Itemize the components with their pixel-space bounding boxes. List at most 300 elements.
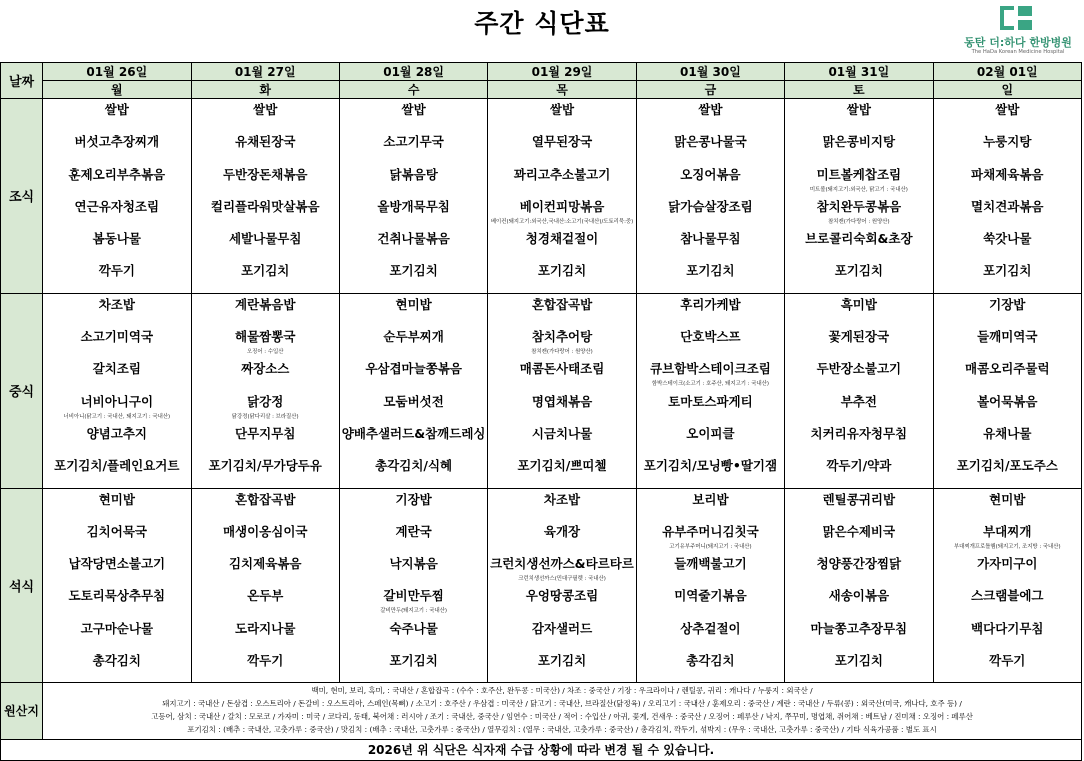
menu-item-name: 파채제육볶음 [971, 166, 1044, 182]
menu-item [637, 326, 784, 358]
menu-item [43, 650, 190, 682]
menu-item-name: 참나물무침 [680, 231, 741, 247]
menu-item-name: 누룽지탕 [983, 134, 1032, 150]
menu-item-name: 납작당면소불고기 [68, 556, 166, 572]
menu-item [934, 391, 1081, 423]
weekday-row [1, 81, 1082, 99]
menu-item-name: 참치추어탕 [531, 329, 593, 345]
weekday-cell: 토 [785, 81, 933, 99]
meal-row [1, 293, 1082, 488]
menu-item-name: 컬리플라워맛살볶음 [210, 198, 320, 214]
menu-item-name: 계란국 [395, 523, 432, 539]
origin-line: 돼지고기 : 국내산 / 돈삼겹 : 오스트리아 / 돈갈비 : 오스트리아, 스페인(목뼈) / 소고기 : 호주산 / 우삼겹 : 미국산 / 닭고기 : 국내산, 브라질산(닭정육) / 오리고기 : 국내산 / 훈제오리 : 중국산 / 계란 : 국내산 / 두류(콩) : 외국산(미국, 캐나다, 호주 등) / [162, 699, 962, 709]
menu-item-name: 모둠버섯전 [383, 393, 444, 409]
menu-item-name: 단무지무침 [235, 425, 296, 441]
menu-item-name: 토마토스파게티 [668, 393, 753, 409]
menu-item-name: 흑미밥 [840, 296, 877, 312]
weekday-cell: 목 [488, 81, 636, 99]
menu-item [340, 521, 487, 553]
menu-cell [636, 488, 784, 683]
menu-item-name: 숙주나물 [389, 620, 438, 636]
origin-note: 닭강정(닭다리살 : 브라질산) [231, 413, 299, 420]
menu-cell [191, 488, 339, 683]
menu-item-name: 포기김치 [834, 653, 883, 669]
menu-item-name: 오이피클 [686, 425, 735, 441]
menu-item [192, 228, 339, 260]
date-row [1, 63, 1082, 81]
menu-item-name: 기장밥 [989, 296, 1026, 312]
menu-item [192, 521, 339, 553]
menu-item [488, 650, 635, 682]
menu-item [488, 260, 635, 292]
menu-item [934, 326, 1081, 358]
menu-item [192, 260, 339, 292]
menu-item-name: 닭가슴살장조림 [668, 198, 753, 214]
weekday-cell: 화 [191, 81, 339, 99]
menu-item-name: 총각김치 [92, 653, 141, 669]
menu-cell [191, 99, 339, 294]
menu-item-name: 세발나물무침 [228, 231, 302, 247]
menu-cell [191, 293, 339, 488]
menu-item-name: 포기김치 [537, 653, 587, 669]
meal-label: 중식 [1, 293, 43, 488]
menu-item [488, 99, 635, 131]
menu-item [637, 553, 784, 585]
menu-item-name: 유부주머니김칫국 [662, 523, 759, 539]
menu-item-name: 매생이옹심이국 [222, 523, 308, 539]
menu-item [43, 455, 190, 487]
menu-item-name: 포기김치 [834, 263, 883, 279]
origin-note: 베이컨(돼지고기:외국산,국내산:소고기(국내산)/도토리묵:중) [490, 218, 634, 225]
menu-item-name: 연근유자청조림 [74, 198, 160, 214]
menu-item [637, 423, 784, 455]
menu-item-name: 포기김치 [686, 263, 735, 279]
menu-item [192, 99, 339, 131]
menu-cell [636, 99, 784, 294]
menu-item-name: 짜장소스 [241, 361, 290, 377]
origin-line: 고등어, 삼치 : 국내산 / 갈치 : 모로코 / 가자미 : 미국 / 코다리, 동태, 북어채 : 러시아 / 조기 : 국내산, 중국산 / 임연수 : 미국산 / 적어 : 수입산 / 아귀, 꽃게, 건새우 : 중국산 / 오징어 : 페루산 / 낙지, 쭈꾸미, 명엽채, 쥐어채 : 베트남 / 진미채 : 오징어 : 페루산 [151, 711, 973, 721]
menu-item [43, 391, 190, 423]
menu-item-name: 감자샐러드 [531, 620, 593, 636]
menu-item [192, 585, 339, 617]
menu-item-name: 양념고추지 [86, 425, 147, 441]
menu-item-name: 보리밥 [692, 491, 729, 507]
menu-item [785, 585, 932, 617]
menu-item-name: 쌀밥 [253, 102, 278, 117]
menu-item-name: 꽈리고추소불고기 [513, 166, 611, 182]
menu-item-name: 들깨백불고기 [674, 556, 747, 572]
menu-item [488, 585, 635, 617]
menu-item-name: 단호박스프 [680, 329, 741, 345]
menu-item-name: 맑은수제비국 [822, 523, 896, 539]
menu-item [637, 650, 784, 682]
menu-item [785, 489, 932, 521]
menu-item-name: 멸치견과볶음 [971, 198, 1044, 214]
menu-item [43, 99, 190, 131]
menu-item-name: 총각김치 [686, 653, 735, 669]
origin-note: 함박스테이크(소고기 : 호주산, 돼지고기 : 국내산) [651, 381, 769, 388]
menu-item [785, 228, 932, 260]
menu-item [785, 391, 932, 423]
hospital-logo-icon [1000, 6, 1034, 30]
menu-item [488, 294, 635, 326]
menu-item [340, 585, 487, 617]
menu-item [43, 164, 190, 196]
menu-item [340, 391, 487, 423]
menu-cell [43, 488, 191, 683]
menu-item [488, 618, 635, 650]
menu-item-name: 포기김치 [241, 263, 290, 279]
menu-item [637, 196, 784, 228]
menu-item-name: 큐브함박스테이크조림 [650, 361, 771, 377]
menu-cell [43, 99, 191, 294]
menu-cell [933, 293, 1081, 488]
menu-cell [339, 293, 487, 488]
origin-note: 고기유부주머니(돼지고기 : 국내산) [669, 543, 752, 550]
menu-item [43, 423, 190, 455]
menu-item-name: 쑥갓나물 [983, 231, 1032, 247]
menu-item [934, 164, 1081, 196]
menu-item [43, 131, 190, 163]
menu-item [637, 618, 784, 650]
menu-item-name: 스크램블에그 [971, 588, 1044, 604]
menu-item-name: 쌀밥 [995, 102, 1020, 117]
menu-item [934, 553, 1081, 585]
menu-item [785, 618, 932, 650]
menu-item [340, 260, 487, 292]
meal-row [1, 488, 1082, 683]
page-title: 주간 식단표 [474, 9, 610, 38]
menu-item-name: 김치어묵국 [86, 523, 147, 539]
menu-item-name: 낙지볶음 [389, 556, 438, 572]
menu-item [192, 131, 339, 163]
date-label: 날짜 [1, 63, 43, 99]
menu-item-name: 깍두기/약과 [826, 458, 892, 474]
menu-item [637, 228, 784, 260]
menu-item [192, 618, 339, 650]
menu-item-name: 현미밥 [98, 491, 135, 507]
menu-item [340, 196, 487, 228]
menu-item-name: 포기김치/모닝빵•딸기잼 [643, 458, 778, 474]
menu-item [785, 521, 932, 553]
menu-item [785, 553, 932, 585]
menu-item [340, 164, 487, 196]
menu-item-name: 포기김치/쁘띠첼 [517, 458, 607, 474]
menu-item-name: 마늘쫑고추장무침 [810, 620, 908, 636]
menu-item [637, 391, 784, 423]
menu-item-name: 매콤돈사태조림 [519, 361, 605, 377]
menu-item [785, 326, 932, 358]
menu-item-name: 유채나물 [983, 425, 1032, 441]
menu-item [43, 326, 190, 358]
menu-item-name: 미트볼케찹조림 [816, 166, 902, 182]
date-cell: 01월 28일 [339, 63, 487, 81]
menu-item [488, 455, 635, 487]
menu-item [934, 131, 1081, 163]
date-cell: 01월 30일 [636, 63, 784, 81]
menu-item [785, 455, 932, 487]
menu-item [637, 164, 784, 196]
menu-item-name: 버섯고추장찌개 [74, 134, 160, 150]
menu-item [934, 228, 1081, 260]
menu-item-name: 미역줄기볶음 [674, 588, 747, 604]
menu-item [340, 326, 487, 358]
menu-item-name: 청경채겉절이 [525, 231, 599, 247]
menu-item [637, 455, 784, 487]
origin-note: 미트볼(돼지고기:외국산, 닭고기 : 국내산) [809, 186, 908, 193]
origin-note: 갈비만두(돼지고기 : 국내산) [380, 608, 447, 615]
menu-item-name: 해물짬뽕국 [235, 329, 296, 345]
origin-note: 크런치생선까스(민대구필렛 : 국내산) [518, 576, 606, 583]
menu-item [637, 358, 784, 390]
menu-item [637, 585, 784, 617]
menu-item [934, 358, 1081, 390]
menu-item-name: 크런치생선까스&타르타르 [490, 556, 634, 572]
menu-item [785, 164, 932, 196]
menu-cell [785, 99, 933, 294]
menu-item [934, 196, 1081, 228]
menu-item-name: 육개장 [543, 523, 581, 539]
menu-item [340, 131, 487, 163]
menu-item-name: 양배추샐러드&참깨드레싱 [341, 425, 486, 441]
menu-item-name: 볼어묵볶음 [977, 393, 1038, 409]
menu-item [637, 260, 784, 292]
menu-item [934, 489, 1081, 521]
menu-cell [43, 293, 191, 488]
menu-item [785, 196, 932, 228]
menu-item [340, 618, 487, 650]
origin-note: 참치캔(가다랑어 : 원양산) [828, 218, 890, 225]
menu-item [637, 489, 784, 521]
menu-item-name: 소고기미역국 [80, 329, 154, 345]
menu-item-name: 오징어볶음 [680, 166, 741, 182]
menu-item-name: 계란볶음밥 [235, 296, 296, 312]
menu-item-name: 포기김치 [983, 263, 1032, 279]
menu-item-name: 깍두기 [98, 263, 135, 279]
menu-item-name: 쌀밥 [846, 102, 871, 117]
menu-item-name: 유채된장국 [235, 134, 296, 150]
menu-item [43, 618, 190, 650]
menu-item-name: 닭볶음탕 [389, 166, 438, 182]
menu-item-name: 기장밥 [395, 491, 432, 507]
menu-item [340, 553, 487, 585]
date-cell: 01월 31일 [785, 63, 933, 81]
origin-row [1, 683, 1082, 739]
menu-item [785, 423, 932, 455]
menu-item-name: 부대찌개 [983, 523, 1032, 539]
menu-item-name: 현미밥 [989, 491, 1026, 507]
origin-label: 원산지 [1, 683, 43, 739]
menu-item [934, 423, 1081, 455]
origin-text [43, 683, 1082, 739]
menu-item [934, 455, 1081, 487]
menu-item-name: 차조밥 [98, 296, 135, 312]
menu-item-name: 쌀밥 [104, 102, 129, 117]
menu-item-name: 닭강정 [247, 393, 284, 409]
meal-row [1, 99, 1082, 294]
menu-item [488, 228, 635, 260]
menu-item [488, 489, 635, 521]
menu-item-name: 훈제오리부추볶음 [68, 166, 166, 182]
menu-item-name: 쌀밥 [401, 102, 426, 117]
menu-item-name: 고구마순나물 [80, 620, 154, 636]
date-cell: 01월 29일 [488, 63, 636, 81]
menu-item [192, 455, 339, 487]
menu-item [43, 228, 190, 260]
menu-item-name: 혼합잡곡밥 [531, 296, 593, 312]
menu-item [43, 294, 190, 326]
menu-item-name: 갈비만두찜 [383, 588, 444, 604]
menu-item-name: 포기김치/무가당두유 [208, 458, 322, 474]
menu-cell [488, 99, 636, 294]
menu-item [488, 553, 635, 585]
menu-item-name: 치커리유자청무침 [810, 425, 908, 441]
menu-item-name: 봄동나물 [92, 231, 141, 247]
menu-cell [488, 293, 636, 488]
menu-item [488, 326, 635, 358]
menu-item [43, 585, 190, 617]
menu-item-name: 열무된장국 [531, 134, 593, 150]
menu-item [192, 489, 339, 521]
menu-cell [636, 293, 784, 488]
menu-item-name: 갈치조림 [92, 361, 141, 377]
menu-item-name: 깍두기 [247, 653, 284, 669]
origin-line: 백미, 현미, 보리, 흑미, : 국내산 / 혼합잡곡 : (수수 : 호주산, 완두콩 : 미국산) / 차조 : 중국산 / 기장 : 우크라이나 / 렌틸콩, 귀리 : 캐나다 / 누룽지 : 외국산 / [311, 686, 813, 696]
menu-item [785, 650, 932, 682]
menu-item [43, 260, 190, 292]
menu-item [340, 455, 487, 487]
menu-item-name: 차조밥 [543, 491, 581, 507]
date-cell: 02월 01일 [933, 63, 1081, 81]
menu-item [340, 358, 487, 390]
weekday-cell: 수 [339, 81, 487, 99]
footer-row [1, 739, 1082, 760]
menu-item [192, 164, 339, 196]
menu-item-name: 새송이볶음 [828, 588, 890, 604]
menu-item [43, 553, 190, 585]
weekday-cell: 금 [636, 81, 784, 99]
menu-item-name: 포기김치 [389, 653, 438, 669]
menu-item [637, 294, 784, 326]
menu-item [637, 131, 784, 163]
menu-item-name: 브로콜리숙회&초장 [805, 231, 913, 247]
meal-label: 조식 [1, 99, 43, 294]
menu-item [340, 423, 487, 455]
menu-item [43, 521, 190, 553]
weekday-cell: 월 [43, 81, 191, 99]
menu-item-name: 쌀밥 [698, 102, 723, 117]
menu-item-name: 총각김치/식혜 [375, 458, 453, 474]
menu-item-name: 쌀밥 [549, 102, 575, 117]
menu-item-name: 현미밥 [395, 296, 432, 312]
menu-item [785, 99, 932, 131]
menu-item [488, 164, 635, 196]
menu-item [785, 358, 932, 390]
date-cell: 01월 27일 [191, 63, 339, 81]
menu-item [637, 99, 784, 131]
menu-item-name: 우엉땅콩조림 [525, 588, 599, 604]
menu-item-name: 순두부찌개 [383, 329, 444, 345]
menu-cell [488, 488, 636, 683]
menu-item [488, 423, 635, 455]
menu-item [340, 294, 487, 326]
footer-notice: 2026년 위 식단은 식자재 수급 상황에 따라 변경 될 수 있습니다. [1, 739, 1082, 760]
menu-item-name: 베이컨피망볶음 [519, 198, 605, 214]
menu-item [340, 650, 487, 682]
menu-item [488, 391, 635, 423]
menu-item [785, 294, 932, 326]
menu-item [192, 391, 339, 423]
menu-item-name: 포기김치 [389, 263, 438, 279]
menu-item-name: 깍두기 [989, 653, 1026, 669]
menu-item [43, 489, 190, 521]
menu-item [192, 358, 339, 390]
menu-item [934, 585, 1081, 617]
menu-item-name: 두반장돈채볶음 [222, 166, 308, 182]
menu-item [934, 294, 1081, 326]
menu-cell [933, 99, 1081, 294]
menu-item-name: 부추전 [840, 393, 877, 409]
menu-item-name: 포기김치/플레인요거트 [54, 458, 180, 474]
menu-item-name: 온두부 [247, 588, 284, 604]
menu-item [488, 358, 635, 390]
menu-item-name: 들깨미역국 [977, 329, 1038, 345]
menu-item-name: 백다다기무침 [971, 620, 1044, 636]
menu-item [192, 553, 339, 585]
menu-item-name: 건취나물볶음 [377, 231, 450, 247]
menu-item [192, 423, 339, 455]
menu-item-name: 김치제육볶음 [228, 556, 302, 572]
menu-item [637, 521, 784, 553]
menu-cell [339, 99, 487, 294]
origin-note: 부대찌개프로틀햄(돼지고기, 조지방 : 국내산) [953, 543, 1061, 550]
weekly-menu-table [0, 62, 1082, 761]
origin-note: 참치캔(가다랑어 : 원양산) [531, 349, 593, 356]
origin-line: 포기김치 : (배추 : 국내산, 고춧가루 : 중국산) / 맛김치 : (배추 : 국내산, 고춧가루 : 중국산) / 열무김치 : (열무 : 국내산, 고춧가루 : 중국산) / 총각김치, 깍두기, 섞박지 : (무우 : 국내산, 고춧가루 : 중국산) / 기타 식육가공품 : 별도 표시 [187, 724, 937, 734]
menu-item-name: 상추겉절이 [680, 620, 741, 636]
menu-item-name: 포기김치/포도주스 [956, 458, 1058, 474]
menu-item-name: 청양풍간장찜닭 [816, 556, 902, 572]
menu-item-name: 혼합잡곡밥 [235, 491, 296, 507]
menu-item [192, 294, 339, 326]
menu-item [43, 196, 190, 228]
menu-item-name: 가자미구이 [977, 556, 1038, 572]
menu-item-name: 렌틸콩귀리밥 [822, 491, 896, 507]
menu-item [340, 228, 487, 260]
date-cell: 01월 26일 [43, 63, 191, 81]
menu-item-name: 명엽채볶음 [531, 393, 593, 409]
menu-cell [785, 293, 933, 488]
menu-item [192, 650, 339, 682]
menu-cell [339, 488, 487, 683]
menu-item [43, 358, 190, 390]
menu-item [192, 196, 339, 228]
menu-item [488, 131, 635, 163]
menu-item-name: 도토리묵상추무침 [68, 588, 166, 604]
menu-item-name: 소고기무국 [383, 134, 444, 150]
menu-item-name: 시금치나물 [531, 425, 593, 441]
menu-item-name: 참치완두콩볶음 [816, 198, 902, 214]
menu-item [934, 650, 1081, 682]
menu-item [934, 521, 1081, 553]
menu-item-name: 우삼겹마늘쫑볶음 [365, 361, 462, 377]
menu-item-name: 포기김치 [537, 263, 587, 279]
menu-item-name: 두반장소불고기 [816, 361, 902, 377]
hospital-name: 동탄 더:하다 한방병원 [964, 36, 1072, 49]
menu-item-name: 너비아니구이 [80, 393, 154, 409]
hospital-logo [962, 6, 1074, 58]
menu-item [934, 260, 1081, 292]
